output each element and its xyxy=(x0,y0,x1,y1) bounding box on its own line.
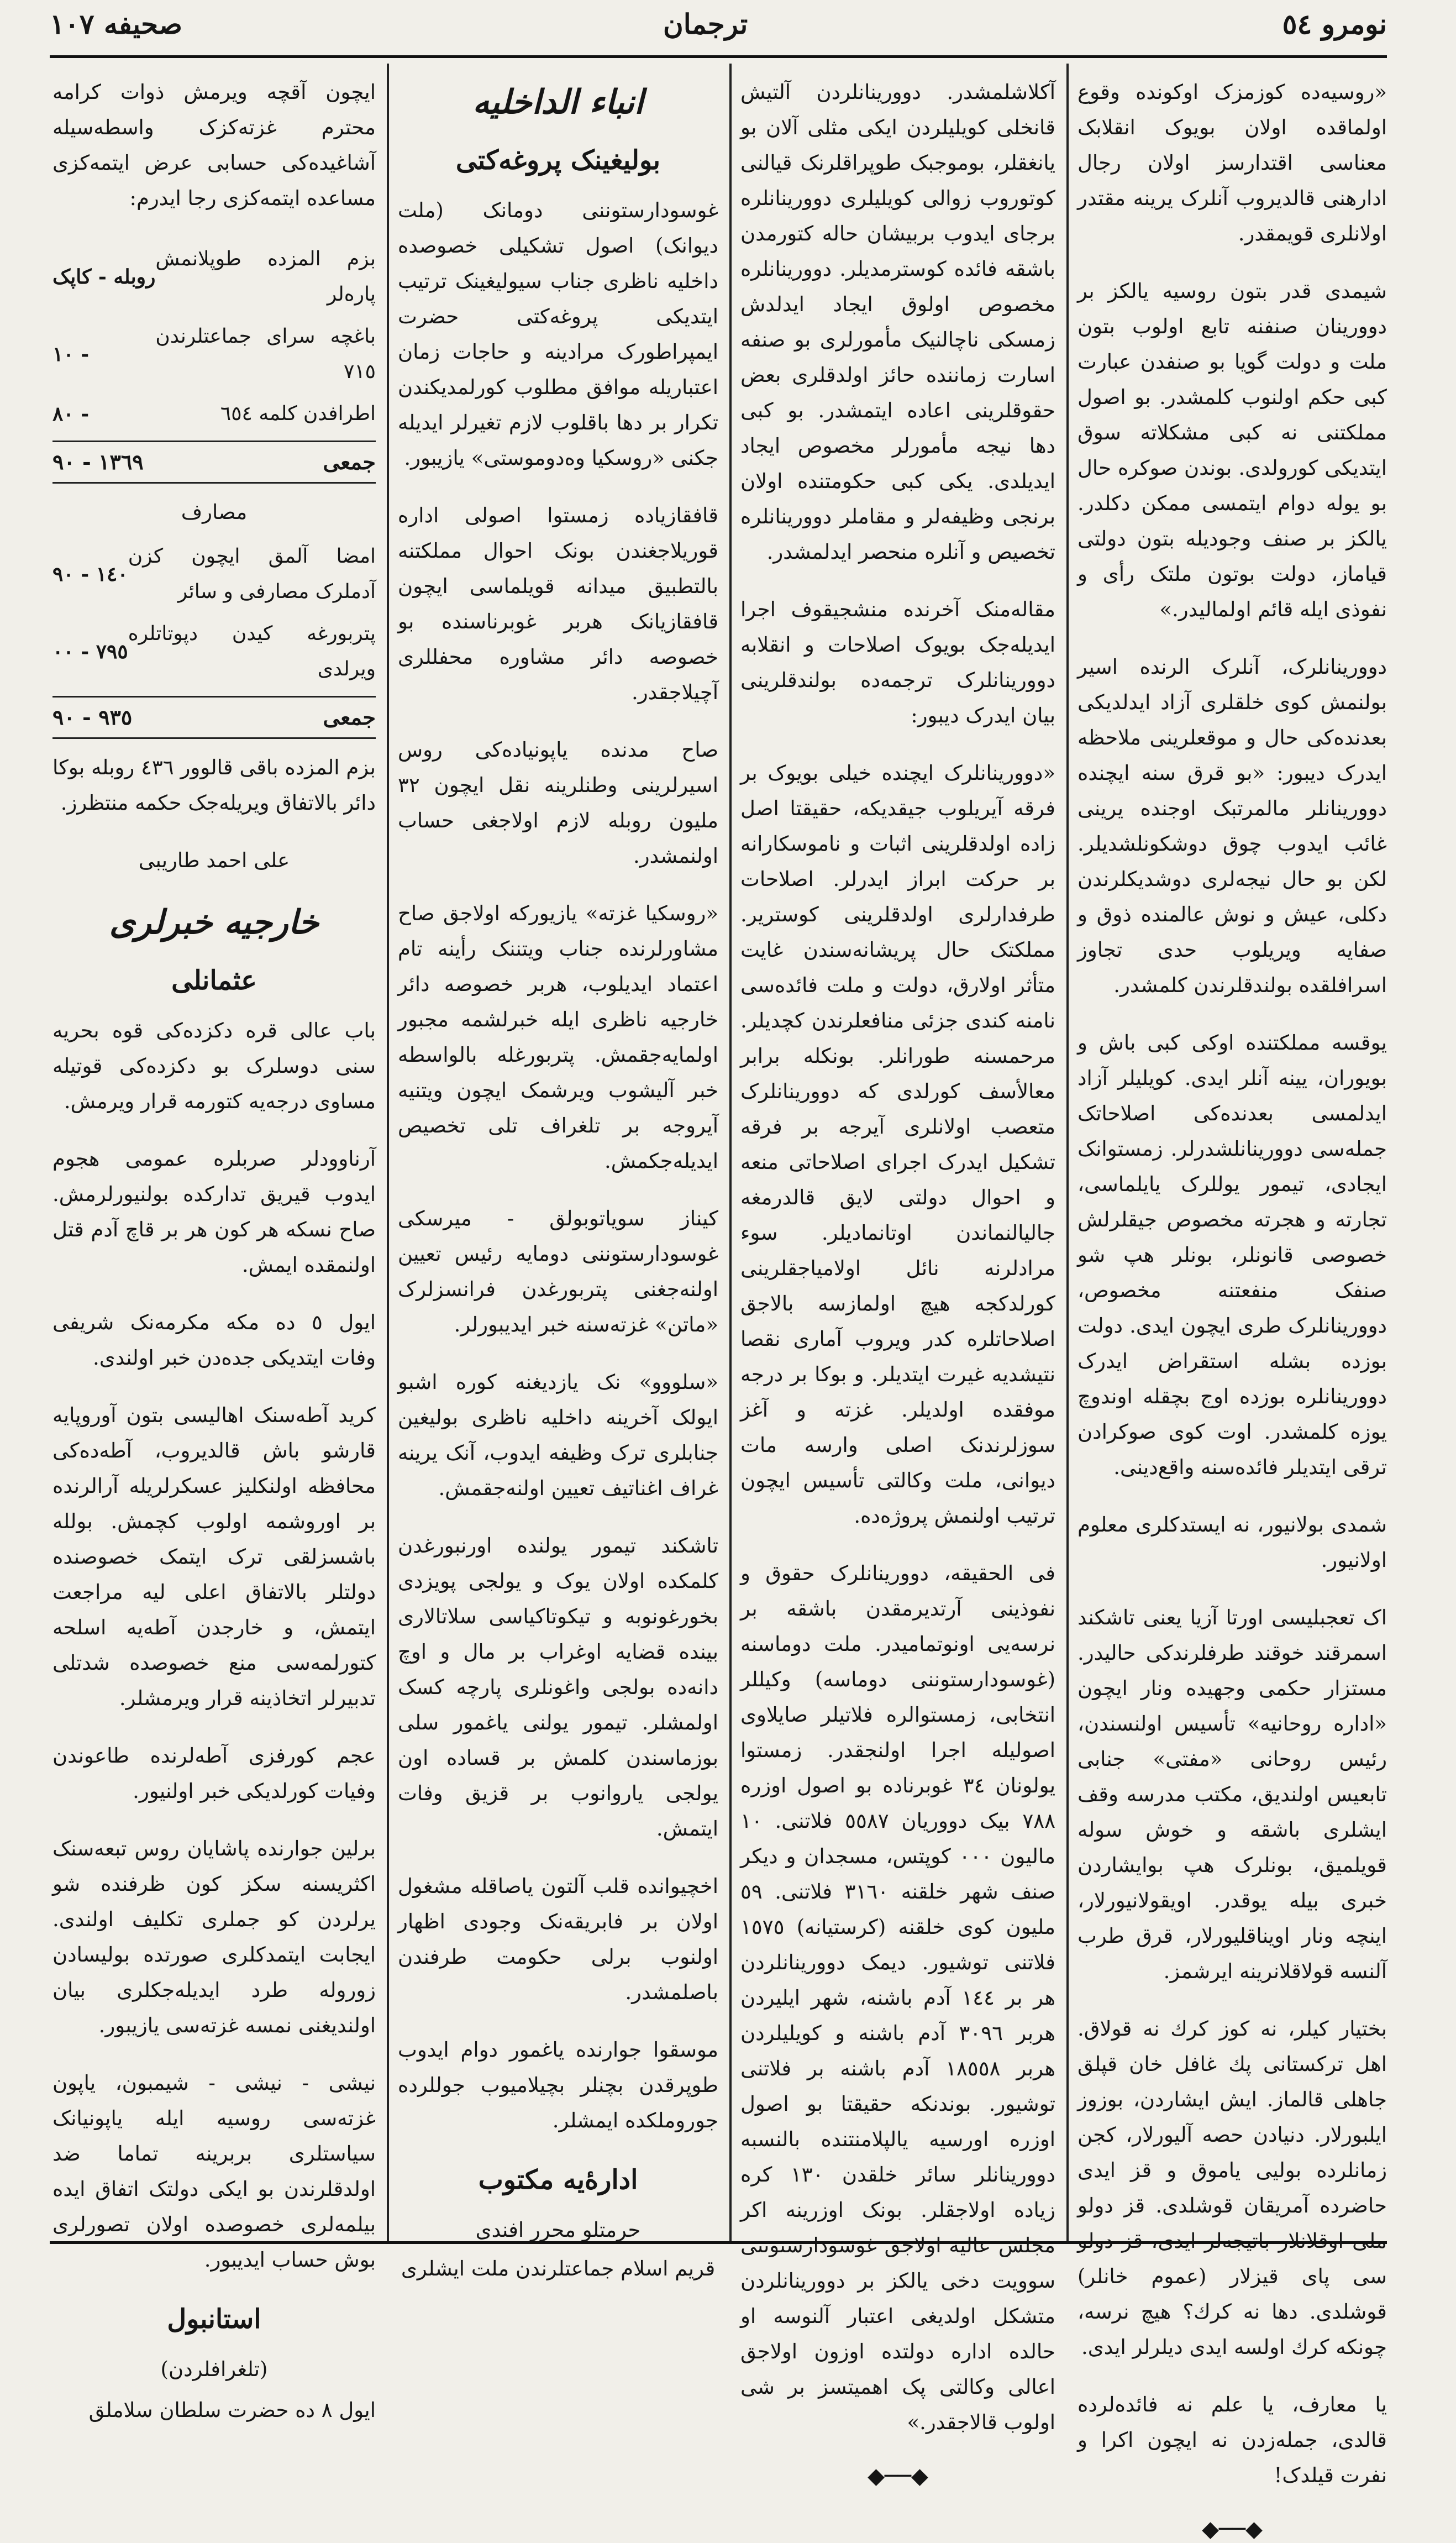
ornament-separator xyxy=(1077,2515,1387,2543)
table-row xyxy=(52,316,376,393)
paragraph: مقاله‌منک آخرنده منشجیقوف اجرا ایدیله‌جک بویوک اصلاحات و انقلابه دوورینانلرک ترجمه‌ده بولندقلرینی بیان ایدرک دیبور: xyxy=(740,597,1055,727)
paragraph: یا معارف، یا علم نه فائده‌لرده قالدی، جمله‌زدن نه ایچون اکرا و نفرت قیلدک! xyxy=(1077,2393,1387,2487)
table-cell: اطرافدن کلمه ٦٥٤ xyxy=(220,402,376,425)
paragraph: اک تعجبلیسی اورتا آزیا یعنی تاشکند اسمرقند خوقند طرفلرندکی حالیدر. مستزار حکمی وجهیده ونار ایچون «اداره روحانیه» تأسیس اولنسندن، رئیس روحانی «مفتی» جنابی تابعیس اولندیق، مکتب مدرسه وقف ایشلری باشقه و خوش سوله قویلمیق، بونلرک هپ بوایشاردن خبری بیله یوقدر. اویقولانیورلار، اینچه ونار اویناقلیورلار، قرق طرب آلنسه قولاقلانرینه ایرشمز. xyxy=(1077,1606,1387,1983)
paragraph: ایول ٨ ده حضرت سلطان سلاملق xyxy=(88,2398,376,2422)
table-cell: امضا آلمق ایچون کزن آدملرک مصارفی و سائر xyxy=(128,545,376,603)
paragraph: بختیار کیلر، نه کوز کرك نه قولاق. اهل ترکستانی پك غافل خان قپلق جاهلی قالماز. ایش ایشاردن، بوزوز ایلبورلار. دنیادن حصه آلیورلار، کجن زمانلرده بولیی یاموق و قز ایدی حاضرده آمریقان قوشلدی. قز دولو ملی اوقلانلار باتیجه‌لر ایدی، قز دولو سی پای قیزلار (عموم خانلر) قوشلدی. دها نه کرك؟ هیچ نرسه، چونکه کرك اولسه ایدی دیلرلر ایدی. xyxy=(1077,2017,1387,2359)
table-cell: باغچه سرای جماعتلرندن ٧١٥ xyxy=(155,325,376,383)
column-divider xyxy=(387,64,389,2241)
paragraph: کرید آطه‌سنک اهالیسی بتون آوروپایه قارشو باش قالدیروب، آطه‌ده‌کی محافظه اولنکلیز عسکرلریله آرالرنده بر اوروشمه اولوب کچمش. بولله باشسزلقی ترک ایتمک خصوصنده دولتلر بالاتفاق اعلی لیه مراجعت ایتمش، و خارجدن آطه‌یه اسلحه کتورلمه‌سی منع خصوصده شدتلی تدبیرلر اتخاذینه قرار ویرمشلر. xyxy=(52,1403,376,1710)
funds-table xyxy=(52,238,376,435)
paragraph: فی الحقیقه، دوورینانلرک حقوق و نفوذینی آرتدیرمقدن باشقه بر نرسه‌یی اونوتمامیدر. ملت دوماسنه (غوسودارستوننی دوماسه) وکیللر انتخابی، زمستوالره فلاتیلر صایلاوی اصولیله اجرا اولنجقدر. زمستوا یولونان ٣٤ غوبرناده بو اصول اوزره ٧٨٨ بیک دووریان ٥٥٨٧ فلاتنی. ١٠ مالیون ٠٠٠ کوپتس، مسجدان و دیکر صنف شهر خلقنه ٣١٦٠ فلاتنی. ٥٩ ملیون کوی خلقنه (کرستیانه) ١٥٧٥ فلاتنی توشیور. دیمک دوورینانلردن هر بر ١٤٤ آدم باشنه، شهر ایلیردن هربر ٣٠٩٦ آدم باشنه و کویلیلردن هربر ١٨٥٥٨ آدم باشنه بر فلاتنی توشیور. بوندنکه حقیقتا بو اصول اوزره اورسیه یالپلامنتنده بالنسبه دوورینانلر سائر خلقدن ١٣٠ کره زیاده اولاجقلر. بونک اوزرینه اکر مجلس عالیه اولاجق غوسودارستوننی سوویت دخی یالکز بر دوورینانلردن متشکل اولدیغی اعتبار آلنوسه او حالده اداره دولتده اوزون اولاجق اعالی وکالتی پک اهمیتسز بر شی اولوب قالاجقدر.» xyxy=(740,1561,1056,2434)
top-rule xyxy=(50,55,1387,58)
expenses-table xyxy=(52,536,376,690)
column-divider xyxy=(1066,64,1069,2241)
table-cell: ١٠ - xyxy=(52,343,90,366)
column-3 xyxy=(398,75,718,2280)
paragraph: برلین جوارنده پاشایان روس تبعه‌سنک اکثریسنه سکز کون ظرفنده شو یرلردن کو جملری تکلیف اولندی. ایجابت ایتمدکلری صورتده بولیسادن زوروله طرد ایدیله‌جکلری بیان اولندیغنی نمسه غزته‌سی یازیبور. xyxy=(52,1837,376,2037)
total-row xyxy=(52,696,376,739)
newspaper-title: ترجمان xyxy=(663,8,748,40)
ottoman-heading: عثمانلی xyxy=(171,965,257,996)
total-value: ١٣٦٩ - ٩٠ xyxy=(52,449,144,474)
paragraph: عجم کورفزی آطه‌لرنده طاعوندن وفیات کورلدیکی خبر اولنیور. xyxy=(52,1744,376,1803)
total-label: جمعی xyxy=(323,705,376,730)
column-4 xyxy=(52,75,376,2422)
telegraph-label: (تلغرافلردن) xyxy=(160,2357,268,2381)
paragraph: تاشکند تیمور یولنده اورنبورغدن کلمکده اولان یوک و یولجی پویزدی بخورغونوبه و تیکوتاکیاسی سلاتالاری بینده قضایه اوغراب بر مال و اوچ دانه‌ده بولجی واغونلری پارچه کسک اولمشلر. تیمور یولنی یاغمور سلی بوزماسندن کلمش بر قساده اون یولجی یاروانوب بر قزیق وفات ایتمش. xyxy=(398,1534,718,1841)
istanbul-heading: استانبول xyxy=(167,2304,261,2335)
paragraph: آرناوودلر صربلره عمومی هجوم ایدوب قیریق تدارکده بولنیورلرمش. صاح نسکه هر کون هر بر قاچ آدم قتل اولنمقده ایمش. xyxy=(52,1147,376,1277)
page-number: صحیفه ١٠٧ xyxy=(50,8,182,40)
paragraph: آکلاشلمشدر. دوورینانلردن آلتیش قانخلی کویلیلردن ایکی مثلی آلان بو یانغقلر، بوموجبک طوپراقلرنک قیالنی کوتوروب زوالی کویلیلری دوورینانلره برجای ایدوب بربیشان حاله کتورمدن باشقه فائده کوسترمدیلر. دوورینانلره مخصوص اولوق ایجاد ایدلدش زمسکی ناچالنیک مأمورلری بو صنفه اسارت زماننده حائز اولدقلری بعض حقوقلرینی اعاده ایتمشدر. بو کبی دها نیجه مأمورلر مخصوص ایجاد ایدیلدی. یکی کبی حکومتنده اولان برنجی وظیفه‌لر و مقاملر دوورینانلره تخصیص و آنلره منحصر ایدلمشدر. xyxy=(740,80,1055,564)
article-heading: بولیغینک پروغه‌کتی xyxy=(455,145,661,176)
table-row xyxy=(52,613,376,690)
paragraph: باب عالی قره دکزده‌کی قوه بحریه سنی دوسلرک بو دکزده‌کی قوتیله مساوی درجه‌یه کتورمه قرار ویرمش. xyxy=(52,1019,376,1113)
paragraph: «روسکیا غزته» یازیورکه اولاجق صاح مشاورلرنده جناب ویتننک رأینه تام اعتماد ایدیلوب، هربر خصوصه دائر خارجیه ناظری ایله خبرلشمه مجبور اولمایه‌جقمش. پتربورغله بالواسطه خبر آلیشوب ویرشمک ایچون ویتنیه آیروجه بر تلغراف تلی تخصیص ایدیله‌جکمش. xyxy=(398,901,718,1173)
paragraph: ایول ٥ ده مکه مکرمه‌نک شریفی وفات ایتدیکی جده‌دن خبر اولندی. xyxy=(52,1310,376,1370)
total-label: جمعی xyxy=(323,449,376,474)
table-row xyxy=(52,238,376,316)
paragraph: موسقوا جوارنده یاغمور دوام ایدوب طوپرقدن بچنلر بچیلامیوب جوللرده جوروملکده ایمشلر. xyxy=(398,2038,718,2132)
paragraph: شیمدی قدر بتون روسیه یالکز بر دوورینان صنفنه تابع اولوب بتون ملت و دولت گویا بو صنفدن عبارت کبی حکم اولنوب کلمشدر. بو اصول مملکتنی نه کبی مشکلاته سوق ایتدیکی کورولدی. بوندن صوکره حال بو یوله دوام ایتمسی ممکن دکلدر. یالکز بر صنف وجودیله بتون دولتی قیاماز، دولت بوتون ملتک رأی و نفوذی ایله قائم اولمالیدر.» xyxy=(1077,279,1387,621)
paragraph: ایچون آقچه ویرمش ذوات کرامه محترم غزته‌کزک واسطه‌سیله آشاغیده‌کی حسابی عرض ایتمه‌کزی مساعده ایتمه‌کزی رجا ایدرم: xyxy=(52,80,376,210)
letter-heading: ادارهٔ‌یه مکتوب xyxy=(478,2164,638,2195)
paragraph: «روسیه‌ده کوزمزک اوکونده وقوع اولماقده اولان بویوک انقلابک معناسی اقتدارسز اولان رجال ادارهنی قالدیروب آنلرک یرینه مقتدر اولانلری قویمقدر. xyxy=(1077,80,1387,245)
table-row xyxy=(52,536,376,613)
table-cell: روبله - کاپک xyxy=(52,265,156,289)
column-1 xyxy=(1077,75,1387,2487)
issue-number: نومرو ٥٤ xyxy=(1282,8,1387,40)
signature: علی احمد طاریبی xyxy=(138,848,290,872)
paragraph: «سلووو» نک یازدیغنه کوره اشبو ایولک آخرینه داخلیه ناظری بولیغین جنابلری ترک وظیفه ایدوب، آنک یرینه غراف اغناتیف تعیین اولنه‌جقمش. xyxy=(398,1370,718,1500)
bottom-rule xyxy=(50,2241,1387,2244)
ornament-separator xyxy=(740,2462,1055,2490)
section-heading-internal: انباء الداخلیه xyxy=(472,83,644,122)
paragraph: نیشی - نیشی - شیمبون، یاپون غزته‌سی روسیه ایله یاپونیانک سیاستلری بربرینه تماما ضد اولدقلرندن بو ایکی دولتک اتفاق ایده بیلمه‌لری خصوصده اولان تصورلری بوش حساب ایدیبور. xyxy=(52,2071,376,2272)
paragraph: کیناز سویاتوبولق - میرسکی غوسودارستوننی دومایه رئیس تعیین اولنه‌جغنی پتربورغدن فرانسزلرک «ماتن» غزته‌سنه خبر ایدیبورلر. xyxy=(398,1207,718,1336)
section-heading-foreign: خارجیه خبرلری xyxy=(109,903,319,942)
table-cell: پتربورغه کیدن دپوتاتلره ویرلدی xyxy=(128,622,376,680)
column-2 xyxy=(740,75,1056,2434)
page-header xyxy=(50,8,1387,52)
total-value: ٩٣٥ - ٩٠ xyxy=(52,705,133,730)
table-cell: ٧٩٥ - ٠٠ xyxy=(52,640,128,663)
letter-salutation: حرمتلو محرر افندی xyxy=(475,2218,641,2242)
paragraph: صاح مدنده یاپونیاده‌کی روس اسیرلرینی وطنلرینه نقل ایچون ٣٢ ملیون روبله لازم اولاجغی حساب اولنمشدر. xyxy=(398,738,718,868)
expenses-label: مصارف xyxy=(181,500,248,524)
table-cell: بزم المزده طوپلانمش پاره‌لر xyxy=(155,248,376,306)
paragraph: بزم المزده باقی قالوور ٤٣٦ روبله بوکا دائر بالاتفاق ویریله‌جک حکمه منتظرز. xyxy=(52,756,376,815)
total-row xyxy=(52,441,376,484)
paragraph: اخچیوانده قلب آلتون یاصاقله مشغول اولان بر فابریقه‌نک وجودی اظهار اولنوب برلی حکومت طرفندن باصلمشدر. xyxy=(398,1874,718,2004)
paragraph: دوورینانلرک، آنلرک الرنده اسیر بولنمش کوی خلقلری آزاد ایدلدیکی بعدنده‌کی حال و موقعلرینی ملاحظه ایدرک دیبور: «بو قرق سنه ایچنده دوورینانلر مالمرتبک اوجنده یرینی غائب ایدوب چوق دوشکونلشدیلر. لکن بو حال نیجه‌لری دوشدیکلرندن دکلی، عیش و نوش عالمنده ذوق و صفایه ویریلوب حدی تجاوز اسرافلقده بولندقلرندن کلمشدر. xyxy=(1077,655,1387,997)
letter-line: قریم اسلام جماعتلرندن ملت ایشلری xyxy=(401,2257,716,2280)
table-cell: ٨٠ - xyxy=(52,402,90,426)
column-divider xyxy=(729,64,732,2241)
paragraph: قافقازیاده زمستوا اصولی اداره قوریلاجغندن بونک احوال مملکتنه بالتطبیق میدانه قویلماسی ایچون قافقازیانک هربر غوبرناسنده بو خصوصه دائر مشاوره محفللری آچیلاجقدر. xyxy=(398,504,718,704)
paragraph: شمدی بولانیور، نه ایستدکلری معلوم اولانیور. xyxy=(1077,1513,1387,1572)
table-row xyxy=(52,393,376,435)
paragraph: «دوورینانلرک ایچنده خیلی بویوک بر فرقه آیریلوب جیقدیکه، حقیقتا اصل زاده اولدقلرینی اثبات و ناموسکارانه بر حرکت ابراز ایدرلر. اصلاحات طرفدارلری اولدقلرینی کوستریر. مملکتک حال پریشانه‌سندن غایت متأثر اولارق، دولت و ملت فائده‌سی نامنه کندی جزئی منافعلرندن کچدیلر. مرحمسنه طورانلر. بونکله برابر معالأسف کورلدی که دوورینانلرک متعصب اولانلری آیرجه بر فرقه تشکیل ایدرک اجرای اصلاحاتی منعه و احوال دولتی لایق قالدرمغه جالیالنماندن اوتانمادیلر. سوء مرادلرنه نائل اولامیاجقلرینی کورلدکجه هیچ اولمازسه بالاجق اصلاحاتلره کدر ویروب آماری نقصا نتیشدیه غیرت ایتدیلر. و بوکا بر درجه موفقده اولدیلر. غزته و آغز سوزلرندنک اصلی وارسه مات دیوانی، ملت وکالتی تأسیس ایچون ترتیب اولنمش پروژه‌ده. xyxy=(740,761,1055,1528)
table-cell: ١٤٠ - ٩٠ xyxy=(52,563,128,586)
paragraph: یوقسه مملکتنده اوکی کبی باش و بویوران، یینه آنلر ایدی. کویلیلر آزاد ایدلمسی بعدنده‌کی اصلاحاتک جمله‌سی دوورینانلشدرلر. زمستوانک ایجادی، تیمور یوللرک یایلماسی، تجارته و هجرته مخصوص جیقلرلش خصوصی قانونلر، بونلر هپ شو صنفک منفعتنه مخصوص، دوورینانلرک طری ایچون ایدی. دولت بوزده بشله استقراض ایدرک دوورینانلره بوزده اوج بچقله اوندوچ یوزه کلمشدر. اوت کوی صوکرادن ترقی ایتدیلر فائده‌سنه واقع‌دینی. xyxy=(1077,1031,1387,1479)
paragraph: غوسودارستوننی دومانک (ملت دیوانک) اصول تشکیلی خصوصده داخلیه ناظری جناب سیولیغینک ترتیب ایتدیکی پروغه‌کتی حضرت ایمپراطورک مرادینه و حاجات زمان اعتباریله موافق مطلوب کورلمدیکندن تکرار بر دها باقلوب لازم تغیرلر ایدیله جکنی «روسکیا وه‌دوموستی» یازیبور. xyxy=(398,198,718,470)
